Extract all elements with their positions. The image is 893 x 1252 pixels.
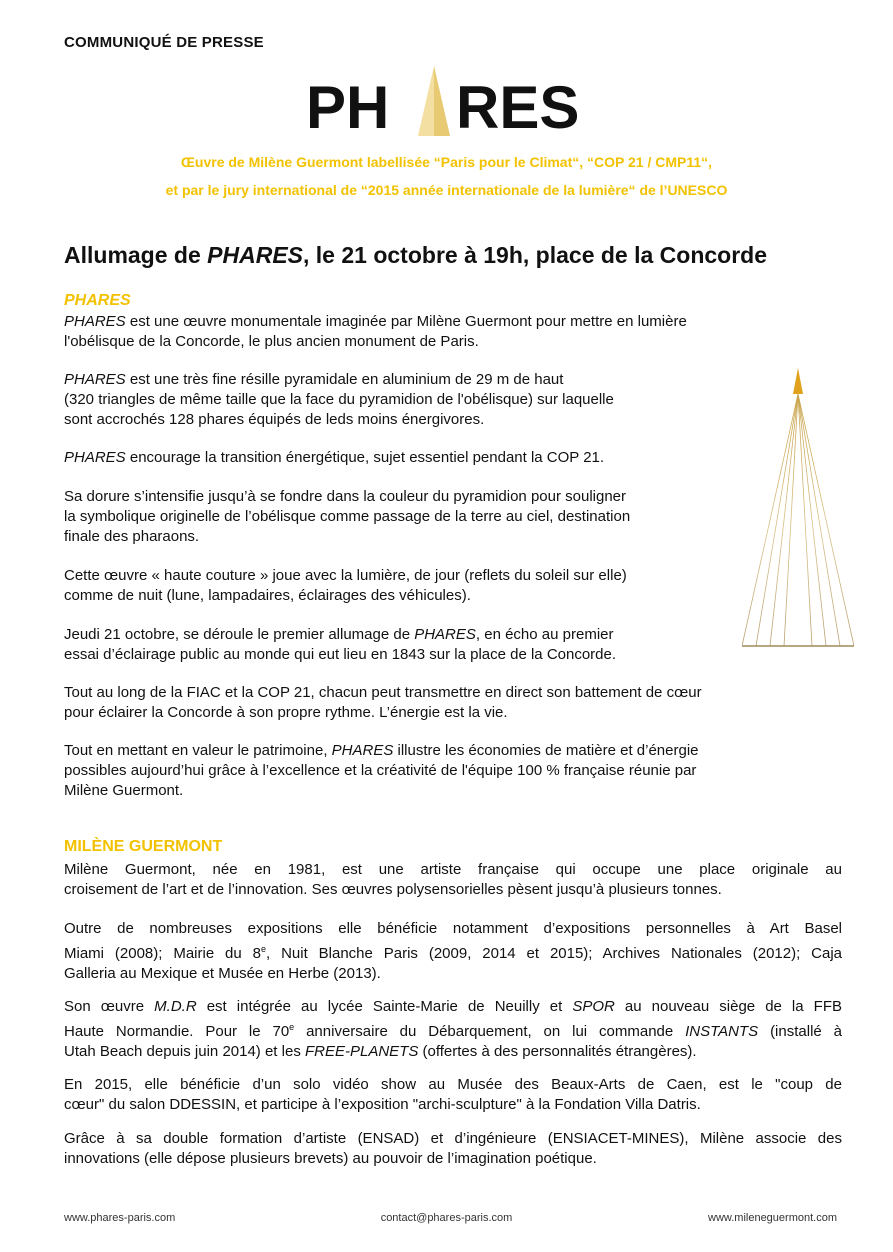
text-line: encourage la transition énergétique, sujet essentiel pendant la COP 21. <box>125 449 605 466</box>
text-line: est une très fine résille pyramidale en aluminium de 29 m de haut <box>125 371 564 388</box>
text-line: Galleria au Mexique et Musée en Herbe (2013). <box>64 965 381 982</box>
logo-text-ph: PH <box>306 74 390 136</box>
phares-name: PHARES <box>414 626 476 643</box>
pyramidion-icon <box>793 368 803 394</box>
text-line: En 2015, elle bénéficie d’un solo vidéo show au Musée des Beaux-Arts de Caen, est le "coup de <box>64 1076 842 1093</box>
headline-pre: Allumage de <box>64 242 208 268</box>
phares-name: PHARES <box>64 313 126 330</box>
phares-paragraph-2 <box>64 370 614 430</box>
text-line: illustre les économies de matière et d’énergie <box>393 742 699 759</box>
footer-artist-link[interactable]: www.mileneguermont.com <box>708 1212 837 1224</box>
text-line: Son œuvre <box>64 998 155 1015</box>
text-line: Tout au long de la FIAC et la COP 21, chacun peut transmettre en direct son battement de cœur <box>64 684 702 701</box>
text-line: cœur" du salon DDESSIN, et participe à l’exposition "archi-sculpture" à la Fondation Villa Datris. <box>64 1096 701 1113</box>
text-line: Milène Guermont. <box>64 782 184 799</box>
section-title-phares-text: PHARES <box>64 292 131 309</box>
phares-paragraph-3 <box>64 448 604 468</box>
text-line: anniversaire du Débarquement, on lui commande <box>294 1023 686 1040</box>
headline-phares: PHARES <box>207 242 304 268</box>
subtitle-line-2: et par le jury international de “2015 année internationale de la lumière“ de l’UNESCO <box>165 182 728 198</box>
text-line: la symbolique originelle de l’obélisque comme passage de la terre au ciel, destination <box>64 508 631 525</box>
text-line: Miami (2008); Mairie du 8 <box>64 945 261 962</box>
text-line: croisement de l’art et de l’innovation. Ses œuvres polysensorielles pèsent jusqu’à plusieurs tonnes. <box>64 881 722 898</box>
phares-paragraph-1 <box>64 312 687 352</box>
logo-text-res: RES <box>456 74 580 136</box>
footer-email-text[interactable]: contact@phares-paris.com <box>380 1212 513 1224</box>
press-release-label: COMMUNIQUÉ DE PRESSE <box>64 34 264 51</box>
footer-website-link[interactable]: www.phares-paris.com <box>64 1212 176 1224</box>
phares-name: PHARES <box>331 742 394 759</box>
pyramid-lattice-illustration <box>742 368 854 648</box>
work-title: INSTANTS <box>685 1023 759 1040</box>
phares-paragraph-6 <box>64 625 616 665</box>
text-line: Utah Beach depuis juin 2014) et les <box>64 1043 305 1060</box>
text-line: Haute Normandie. Pour le 70 <box>64 1023 290 1040</box>
text-line: essai d’éclairage public au monde qui eut lieu en 1843 sur la place de la Concorde. <box>64 646 617 663</box>
text-line: Milène Guermont, née en 1981, est une artiste française qui occupe une place originale au <box>64 861 842 878</box>
section-title-phares <box>64 292 131 310</box>
text-line: Sa dorure s’intensifie jusqu’à se fondre dans la couleur du pyramidion pour souligner <box>64 488 627 505</box>
guermont-paragraph-4 <box>64 1075 842 1115</box>
text-line: sont accrochés 128 phares équipés de leds moins énergivores. <box>64 411 485 428</box>
phares-name: PHARES <box>64 371 126 388</box>
subtitle-line-1: Œuvre de Milène Guermont labellisée “Paris pour le Climat“, “COP 21 / CMP11“, <box>180 154 713 170</box>
text-line: Grâce à sa double formation d’artiste (ENSAD) et d’ingénieure (ENSIACET-MINES), Milène associe des <box>64 1130 842 1147</box>
text-line: Cette œuvre « haute couture » joue avec la lumière, de jour (reflets du soleil sur elle) <box>64 567 627 584</box>
text-line: pour éclairer la Concorde à son propre rythme. L’énergie est la vie. <box>64 704 508 721</box>
work-title: FREE-PLANETS <box>305 1043 419 1060</box>
lattice-lines <box>742 394 854 646</box>
text-line: (installé à <box>758 1023 842 1040</box>
headline-post: , le 21 octobre à 19h, place de la Concorde <box>303 242 768 268</box>
text-line: au nouveau siège de la FFB <box>614 998 842 1015</box>
phares-paragraph-8 <box>64 741 699 801</box>
phares-name: PHARES <box>64 449 126 466</box>
text-line: comme de nuit (lune, lampadaires, éclairages des véhicules). <box>64 587 471 604</box>
text-line: (320 triangles de même taille que la face du pyramidion de l'obélisque) sur laquelle <box>64 391 614 408</box>
work-title: M.D.R <box>154 998 197 1015</box>
text-line: possibles aujourd’hui grâce à l’excellence et la créativité de l'équipe 100 % française réunie par <box>64 762 697 779</box>
text-line: est une œuvre monumentale imaginée par Milène Guermont pour mettre en lumière <box>125 313 687 330</box>
text-line: , en écho au premier <box>475 626 614 643</box>
text-line: est intégrée au lycée Sainte-Marie de Neuilly et <box>196 998 573 1015</box>
text-line: innovations (elle dépose plusieurs brevets) au pouvoir de l’imagination poétique. <box>64 1150 597 1167</box>
logo-triangle-shade-icon <box>434 66 450 136</box>
work-title: SPOR <box>572 998 615 1015</box>
text-line: Tout en mettant en valeur le patrimoine, <box>64 742 332 759</box>
text-line: finale des pharaons. <box>64 528 200 545</box>
phares-logo <box>306 66 606 136</box>
text-line: (offertes à des personnalités étrangères). <box>418 1043 697 1060</box>
text-line: l'obélisque de la Concorde, le plus ancien monument de Paris. <box>64 333 479 350</box>
guermont-paragraph-2 <box>64 919 842 984</box>
guermont-paragraph-5 <box>64 1129 842 1169</box>
superscript: e <box>289 1022 295 1032</box>
phares-paragraph-4 <box>64 487 630 547</box>
headline <box>64 242 767 269</box>
phares-paragraph-7 <box>64 683 702 723</box>
text-line: Jeudi 21 octobre, se déroule le premier allumage de <box>64 626 415 643</box>
guermont-paragraph-3 <box>64 997 842 1062</box>
superscript: e <box>261 944 267 954</box>
text-line: , Nuit Blanche Paris (2009, 2014 et 2015); Archives Nationales (2012); Caja <box>266 945 843 962</box>
section-title-guermont: MILÈNE GUERMONT <box>64 838 223 855</box>
text-line: Outre de nombreuses expositions elle bénéficie notamment d’expositions personnelles à Art Basel <box>64 920 842 937</box>
phares-paragraph-5 <box>64 566 627 606</box>
guermont-paragraph-1 <box>64 860 842 900</box>
